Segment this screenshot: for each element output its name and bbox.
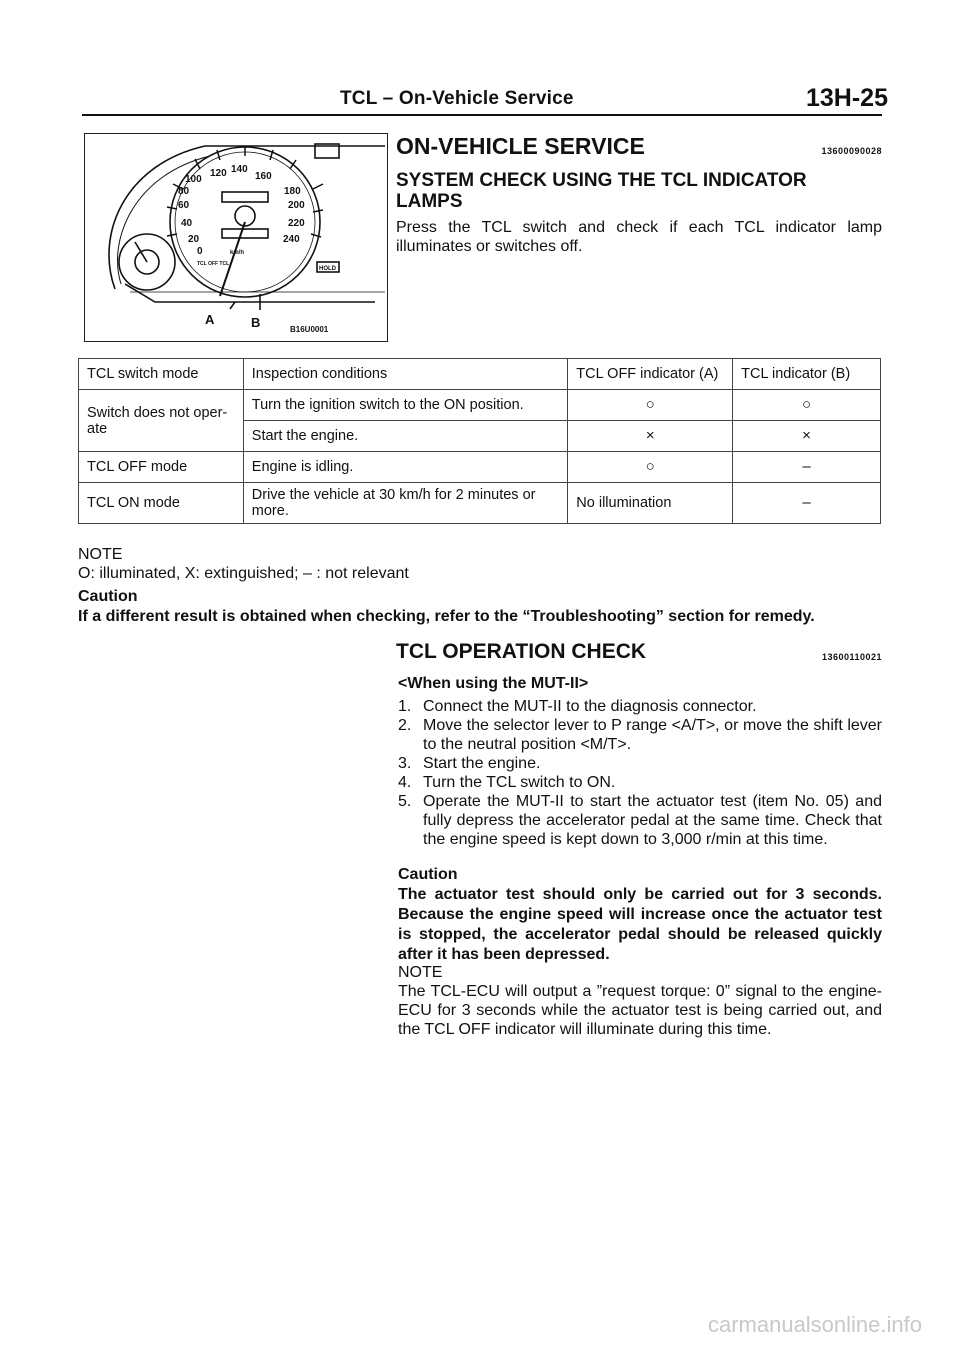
speed-label: 100: [185, 174, 202, 185]
note-block-ecu: [398, 963, 882, 1039]
table-cell-indicator-a: ○: [568, 390, 733, 421]
table-header: TCL OFF indicator (A): [568, 359, 733, 390]
note-label: NOTE: [78, 546, 123, 563]
note-label: NOTE: [398, 964, 443, 981]
table-header: Inspection conditions: [243, 359, 568, 390]
caution-text: If a different result is obtained when checking, refer to the “Troubleshooting” section for remedy.: [78, 608, 815, 625]
tcl-lamp-text: TCL OFF TCL: [197, 261, 230, 267]
table-cell-indicator-a: ○: [568, 452, 733, 483]
table-cell-indicator-a: ×: [568, 421, 733, 452]
section-heading-tcl-operation-check: TCL OPERATION CHECK: [396, 640, 647, 663]
table-row: [79, 452, 881, 483]
section-code: 13600110021: [821, 652, 882, 662]
list-item: [398, 773, 882, 792]
subsection-heading-system-check: SYSTEM CHECK USING THE TCL INDICATOR LAMPS: [396, 170, 807, 212]
table-header-row: [79, 359, 881, 390]
speed-label: 220: [288, 218, 305, 229]
caution-block: [78, 587, 883, 627]
speed-label: 0: [197, 246, 203, 257]
section-code: 13600090028: [821, 146, 882, 156]
figure-code: B16U0001: [290, 325, 329, 334]
table-cell-indicator-b: ○: [733, 390, 881, 421]
table-cell-condition: Drive the vehicle at 30 km/h for 2 minutes or more.: [243, 483, 568, 524]
table-cell-indicator-b: –: [733, 452, 881, 483]
note-text: The TCL-ECU will output a ”request torque: 0” signal to the engine-ECU for 3 seconds while the actuator test is being carried out, and the TCL OFF indicator will illuminate during this time.: [398, 983, 882, 1038]
list-item: [398, 754, 882, 773]
speed-label: 160: [255, 171, 272, 182]
speed-label: 80: [178, 186, 190, 197]
table-cell-mode: TCL OFF mode: [79, 452, 244, 483]
label-b: B: [251, 315, 261, 330]
label-a: A: [205, 312, 215, 327]
step-text: Start the engine.: [423, 755, 541, 772]
table-header: TCL switch mode: [79, 359, 244, 390]
indicator-check-table: [78, 358, 881, 524]
table-header: TCL indicator (B): [733, 359, 881, 390]
table-cell-indicator-b: –: [733, 483, 881, 524]
step-text: Move the selector lever to P range <A/T>, or move the shift lever to the neutral position <M/T>.: [423, 717, 882, 753]
header-rule: [82, 114, 882, 116]
list-item: [398, 697, 882, 716]
speed-label: 240: [283, 234, 300, 245]
list-item: [398, 792, 882, 849]
section-title: TCL – On-Vehicle Service: [340, 88, 574, 109]
table-cell-indicator-b: ×: [733, 421, 881, 452]
intro-paragraph: Press the TCL switch and check if each TCL indicator lamp illuminates or switches off.: [396, 219, 882, 255]
mut-subheading: <When using the MUT-II>: [398, 675, 589, 692]
speed-label: 200: [288, 200, 305, 211]
section-heading-on-vehicle-service: ON-VEHICLE SERVICE: [396, 133, 645, 159]
procedure-steps: [398, 697, 882, 849]
note-text: O: illuminated, X: extinguished; – : not relevant: [78, 565, 409, 582]
table-cell-indicator-a: No illumination: [568, 483, 733, 524]
list-item: [398, 716, 882, 754]
table-row: [79, 483, 881, 524]
speedometer-illustration: [85, 134, 387, 341]
speed-unit: km/h: [230, 250, 245, 256]
step-text: Connect the MUT-II to the diagnosis connector.: [423, 698, 757, 715]
caution-label: Caution: [78, 588, 138, 605]
speed-label: 180: [284, 186, 301, 197]
caution-text: The actuator test should only be carried out for 3 seconds. Because the engine speed will increase once the actuator test is stopped, the accelerator pedal should be released quickly after it has been depressed.: [398, 886, 882, 963]
table-cell-condition: Engine is idling.: [243, 452, 568, 483]
table-cell-mode: Switch does not oper- ate: [79, 390, 244, 452]
caution-block-actuator: [398, 865, 882, 965]
step-number: 2.: [398, 717, 412, 734]
speed-label: 40: [181, 218, 193, 229]
step-text: Operate the MUT-II to start the actuator test (item No. 05) and fully depress the accelerator pedal at the same time. Check that the engine speed is kept down to 3,000 r/min at this time.: [423, 793, 882, 848]
instrument-cluster-figure: [84, 133, 388, 342]
table-cell-condition: Start the engine.: [243, 421, 568, 452]
speed-label: 120: [210, 168, 227, 179]
step-number: 5.: [398, 793, 412, 810]
table-cell-condition: Turn the ignition switch to the ON position.: [243, 390, 568, 421]
speed-label: 60: [178, 200, 190, 211]
caution-label: Caution: [398, 866, 458, 883]
speed-label: 140: [231, 164, 248, 175]
table-row: [79, 390, 881, 421]
step-number: 1.: [398, 698, 412, 715]
step-number: 3.: [398, 755, 412, 772]
watermark: carmanualsonline.info: [707, 1312, 922, 1337]
table-cell-mode: TCL ON mode: [79, 483, 244, 524]
step-number: 4.: [398, 774, 412, 791]
speed-label: 20: [188, 234, 200, 245]
page-number: 13H-25: [806, 84, 888, 112]
note-block: [78, 545, 409, 583]
step-text: Turn the TCL switch to ON.: [423, 774, 616, 791]
hold-text: HOLD: [319, 266, 336, 272]
